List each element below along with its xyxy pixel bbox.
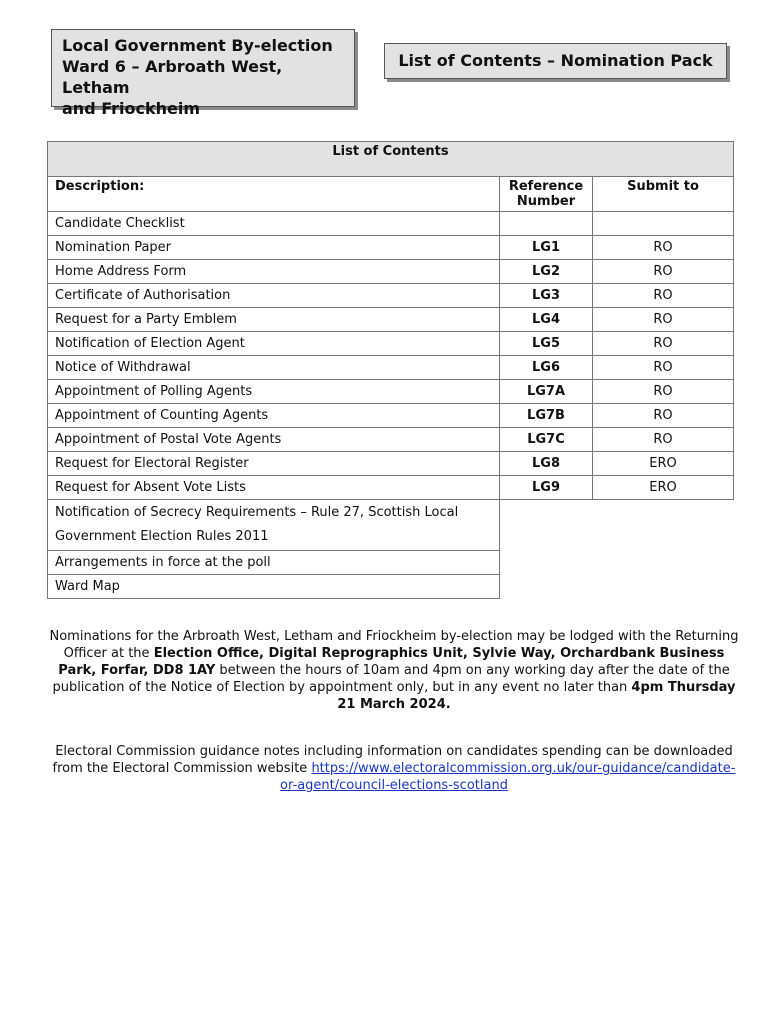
table-row [48, 404, 734, 428]
table-row [48, 476, 734, 500]
row-description: Nomination Paper [48, 236, 500, 260]
table-row [48, 356, 734, 380]
electoral-commission-link[interactable]: https://www.electoralcommission.org.uk/our-guidance/candidate-or-agent/council-elections-scotland [280, 761, 736, 793]
row-description: Home Address Form [48, 260, 500, 284]
guidance-paragraph [44, 743, 744, 794]
row-description: Appointment of Counting Agents [48, 404, 500, 428]
row-submit: RO [593, 404, 734, 428]
row-reference: LG8 [500, 452, 593, 476]
row-reference: LG4 [500, 308, 593, 332]
row-submit [593, 212, 734, 236]
election-title-line: Local Government By-election [62, 36, 333, 55]
row-submit: RO [593, 356, 734, 380]
column-header-reference: Reference Number [500, 177, 593, 212]
column-header-submit: Submit to [593, 177, 734, 212]
table-caption: List of Contents [48, 142, 734, 177]
election-title-line: and Friockheim [62, 99, 201, 118]
column-header-description: Description: [48, 177, 500, 212]
contents-table [47, 141, 734, 599]
row-description: Candidate Checklist [48, 212, 500, 236]
nominations-text: between the hours of 10am and 4pm on any working day after the date of the publication of the Notice of Election by appointment only, but in any event no later than [52, 663, 730, 695]
office-location: Election Office, Digital Reprographics Unit, Sylvie Way, Orchardbank Business Park, Forfar, DD8 1AY [58, 646, 725, 678]
row-reference: LG1 [500, 236, 593, 260]
table-header-row [48, 177, 734, 212]
table-row [48, 380, 734, 404]
table-row [48, 452, 734, 476]
row-submit: RO [593, 332, 734, 356]
row-reference [500, 212, 593, 236]
nominations-text: Nominations for the Arbroath West, Letham and Friockheim by-election may be lodged with the Returning Officer at the [49, 629, 739, 661]
row-reference: LG7B [500, 404, 593, 428]
row-description: Appointment of Postal Vote Agents [48, 428, 500, 452]
deadline: 4pm Thursday 21 March 2024. [337, 680, 736, 712]
table-row [48, 236, 734, 260]
guidance-text: Electoral Commission guidance notes including information on candidates spending can be downloaded from the Electoral Commission website [52, 744, 733, 776]
pack-title-box [384, 43, 727, 79]
row-reference: LG7A [500, 380, 593, 404]
row-submit: RO [593, 236, 734, 260]
blank-cell [500, 500, 734, 551]
table-caption-row [48, 142, 734, 177]
table-row [48, 332, 734, 356]
row-description: Certificate of Authorisation [48, 284, 500, 308]
row-reference: LG2 [500, 260, 593, 284]
row-description: Arrangements in force at the poll [48, 551, 500, 575]
table-row-extra [48, 551, 734, 575]
row-reference: LG3 [500, 284, 593, 308]
election-title-line: Ward 6 – Arbroath West, Letham [62, 57, 283, 97]
nominations-paragraph [44, 628, 744, 713]
table-row [48, 260, 734, 284]
row-description: Notification of Election Agent [48, 332, 500, 356]
table-row [48, 284, 734, 308]
row-description: Request for Electoral Register [48, 452, 500, 476]
row-submit: ERO [593, 476, 734, 500]
pack-title: List of Contents – Nomination Pack [398, 51, 713, 70]
row-reference: LG7C [500, 428, 593, 452]
table-row [48, 212, 734, 236]
row-reference: LG6 [500, 356, 593, 380]
row-description: Notification of Secrecy Requirements – Rule 27, Scottish Local Government Election Rules 2011 [48, 500, 500, 551]
row-submit: RO [593, 284, 734, 308]
row-reference: LG5 [500, 332, 593, 356]
election-title-box [51, 29, 355, 118]
row-description: Appointment of Polling Agents [48, 380, 500, 404]
table-row-extra [48, 575, 734, 599]
row-description: Request for Absent Vote Lists [48, 476, 500, 500]
table-row [48, 428, 734, 452]
blank-cell [500, 551, 734, 575]
row-submit: RO [593, 308, 734, 332]
row-description: Notice of Withdrawal [48, 356, 500, 380]
table-row-extra [48, 500, 734, 551]
row-submit: RO [593, 380, 734, 404]
row-submit: RO [593, 260, 734, 284]
blank-cell [500, 575, 734, 599]
row-submit: ERO [593, 452, 734, 476]
row-submit: RO [593, 428, 734, 452]
row-reference: LG9 [500, 476, 593, 500]
table-row [48, 308, 734, 332]
row-description: Ward Map [48, 575, 500, 599]
row-description: Request for a Party Emblem [48, 308, 500, 332]
